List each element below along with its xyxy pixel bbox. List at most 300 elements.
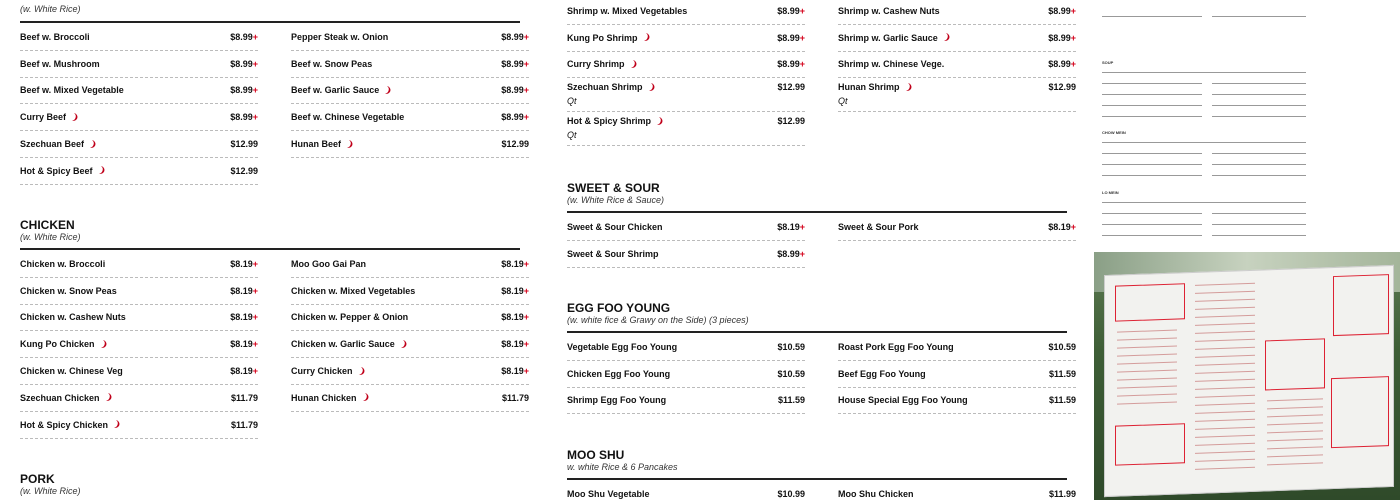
item-price bbox=[777, 342, 805, 352]
item-name bbox=[291, 85, 392, 95]
item-name bbox=[838, 82, 912, 92]
item-price-value: $11.59 bbox=[777, 395, 805, 406]
item-name-text: Szechuan Chicken bbox=[20, 392, 100, 403]
chicken-right-list bbox=[291, 251, 529, 412]
shrimp-right-list bbox=[838, 0, 1076, 112]
item-name-text: Chicken w. Cashew Nuts bbox=[20, 312, 126, 323]
item-name-text: Szechuan Beef bbox=[20, 139, 85, 150]
price-plus-mark: + bbox=[523, 258, 529, 269]
item-name-text: Hot & Spicy Chicken bbox=[20, 419, 109, 430]
egg-foo-rule bbox=[567, 331, 1067, 333]
item-price-value: $8.99 bbox=[501, 31, 524, 42]
price-plus-mark: + bbox=[252, 85, 258, 96]
beef-left-list bbox=[20, 24, 258, 185]
item-name bbox=[838, 33, 950, 43]
item-name-text: Chicken w. Snow Peas bbox=[20, 285, 117, 296]
item-name bbox=[20, 59, 100, 69]
item-name-text: Beef w. Mixed Vegetable bbox=[20, 85, 124, 96]
item-price-value: $8.99 bbox=[230, 31, 253, 42]
hot-pepper-icon: ❩ bbox=[70, 112, 80, 123]
sweet-sour-header bbox=[567, 181, 1067, 213]
item-price-value: $8.99 bbox=[230, 85, 253, 96]
menu-item-szechuan-chicken bbox=[20, 385, 258, 412]
item-name bbox=[20, 166, 105, 176]
menu-item-sweet-sour-chicken bbox=[567, 214, 805, 241]
item-price-value: $12.99 bbox=[777, 82, 805, 93]
item-name-text: Moo Goo Gai Pan bbox=[291, 258, 367, 269]
item-size-label: Qt bbox=[567, 130, 577, 141]
item-name-text: Beef w. Chinese Vegetable bbox=[291, 112, 405, 123]
price-plus-mark: + bbox=[799, 59, 805, 70]
item-name bbox=[20, 339, 107, 349]
beef-rule bbox=[20, 21, 520, 23]
item-price bbox=[501, 139, 529, 149]
item-price-value: $8.99 bbox=[501, 85, 524, 96]
item-name bbox=[838, 489, 914, 499]
item-name bbox=[838, 59, 944, 69]
item-name bbox=[838, 6, 940, 16]
menu-item-moo-shu-vegetable bbox=[567, 481, 805, 500]
chicken-note: (w. White Rice) bbox=[20, 232, 81, 242]
hot-pepper-icon: ❩ bbox=[345, 138, 355, 150]
item-price bbox=[777, 369, 805, 379]
item-price bbox=[501, 312, 529, 322]
moo-shu-left-list bbox=[567, 481, 805, 500]
item-price-value: $11.79 bbox=[501, 392, 529, 403]
item-name-text: Moo Shu Chicken bbox=[838, 488, 914, 499]
menu-item-szechuan-shrimp bbox=[567, 78, 805, 112]
item-name-text: Shrimp w. Mixed Vegetables bbox=[567, 5, 688, 16]
item-price bbox=[230, 259, 258, 269]
price-plus-mark: + bbox=[252, 366, 258, 377]
menu-item-curry-beef bbox=[20, 104, 258, 131]
item-price bbox=[778, 395, 805, 405]
hot-pepper-icon: ❩ bbox=[904, 82, 914, 93]
sweet-sour-note: (w. White Rice & Sauce) bbox=[567, 195, 665, 205]
menu-item-pepper-steak-w-onion bbox=[291, 24, 529, 51]
item-price bbox=[777, 59, 805, 69]
item-price-value: $8.99 bbox=[777, 248, 800, 259]
item-price-value: $10.59 bbox=[777, 368, 805, 379]
item-name bbox=[567, 342, 677, 352]
hot-pepper-icon: ❩ bbox=[104, 392, 114, 404]
item-name-text: Chicken w. Mixed Vegetables bbox=[291, 285, 416, 296]
item-price-value: $11.79 bbox=[230, 419, 258, 430]
item-price bbox=[501, 85, 529, 95]
item-name bbox=[567, 82, 655, 92]
menu-item-hot-spicy-shrimp bbox=[567, 112, 805, 146]
menu-item-house-special-egg-foo-young bbox=[838, 388, 1076, 415]
item-price-value: $12.99 bbox=[777, 116, 805, 127]
item-price bbox=[230, 312, 258, 322]
item-price-value: $8.19 bbox=[501, 258, 524, 269]
moo-shu-note: w. white Rice & 6 Pancakes bbox=[567, 462, 678, 472]
menu-item-hunan-beef bbox=[291, 131, 529, 158]
menu-item-beef-egg-foo-young bbox=[838, 361, 1076, 388]
item-name bbox=[291, 339, 407, 349]
mini-lo-mein-title: LO MEIN bbox=[1102, 190, 1119, 195]
menu-item-shrimp-egg-foo-young bbox=[567, 388, 805, 415]
item-price-value: $12.99 bbox=[230, 165, 258, 176]
item-name-text: Chicken w. Garlic Sauce bbox=[291, 339, 395, 350]
item-price bbox=[1048, 6, 1076, 16]
item-price-value: $8.99 bbox=[1048, 59, 1071, 70]
item-price bbox=[1048, 33, 1076, 43]
item-name bbox=[20, 259, 105, 269]
price-plus-mark: + bbox=[1070, 32, 1076, 43]
moo-shu-right-list bbox=[838, 481, 1076, 500]
price-plus-mark: + bbox=[252, 258, 258, 269]
item-price-value: $10.59 bbox=[1048, 341, 1076, 352]
item-name bbox=[567, 369, 670, 379]
price-plus-mark: + bbox=[799, 32, 805, 43]
item-name-text: Hunan Beef bbox=[291, 139, 342, 150]
egg-foo-right-list bbox=[838, 334, 1076, 414]
item-price-value: $8.99 bbox=[1048, 32, 1071, 43]
price-plus-mark: + bbox=[523, 366, 529, 377]
item-name-text: Shrimp w. Chinese Vege. bbox=[838, 59, 945, 70]
item-name-text: Curry Shrimp bbox=[567, 59, 625, 70]
item-price bbox=[230, 166, 258, 176]
item-name-text: Pepper Steak w. Onion bbox=[291, 31, 389, 42]
item-name-text: Sweet & Sour Shrimp bbox=[567, 248, 659, 259]
hot-pepper-icon: ❩ bbox=[361, 392, 371, 404]
item-name bbox=[291, 139, 354, 149]
menu-item-chicken-w-pepper-onion bbox=[291, 305, 529, 332]
section-title-pork: PORK bbox=[20, 472, 55, 486]
menu-item-chicken-w-chinese-veg bbox=[20, 358, 258, 385]
item-price bbox=[501, 259, 529, 269]
item-name bbox=[291, 393, 369, 403]
menu-item-kung-po-chicken bbox=[20, 331, 258, 358]
item-name bbox=[567, 395, 666, 405]
menu-item-szechuan-beef bbox=[20, 131, 258, 158]
item-price bbox=[1048, 342, 1076, 352]
price-plus-mark: + bbox=[252, 339, 258, 350]
item-price bbox=[501, 366, 529, 376]
shrimp-left-list bbox=[567, 0, 805, 146]
section-title-sweet-sour: SWEET & SOUR bbox=[567, 181, 660, 195]
item-price bbox=[1048, 82, 1076, 92]
price-plus-mark: + bbox=[799, 221, 805, 232]
item-price bbox=[501, 286, 529, 296]
item-name bbox=[20, 366, 123, 376]
item-price bbox=[501, 59, 529, 69]
item-name bbox=[20, 32, 90, 42]
price-plus-mark: + bbox=[523, 58, 529, 69]
item-price-value: $11.99 bbox=[1048, 488, 1076, 499]
item-price-value: $8.99 bbox=[501, 112, 524, 123]
item-name bbox=[20, 85, 124, 95]
printed-menu-sheet bbox=[1104, 265, 1394, 497]
item-name bbox=[567, 59, 637, 69]
item-price bbox=[502, 393, 529, 403]
item-price bbox=[230, 366, 258, 376]
menu-item-sweet-sour-shrimp bbox=[567, 241, 805, 268]
pork-header bbox=[20, 472, 520, 496]
menu-item-chicken-w-cashew-nuts bbox=[20, 305, 258, 332]
item-name bbox=[567, 489, 650, 499]
hot-pepper-icon: ❩ bbox=[942, 32, 952, 43]
item-price bbox=[230, 112, 258, 122]
hot-pepper-icon: ❩ bbox=[399, 339, 409, 350]
beef-right-list bbox=[291, 24, 529, 158]
item-name-text: Shrimp Egg Foo Young bbox=[567, 395, 667, 406]
menu-item-roast-pork-egg-foo-young bbox=[838, 334, 1076, 361]
pork-note: (w. White Rice) bbox=[20, 486, 81, 496]
item-name-text: Beef w. Snow Peas bbox=[291, 58, 373, 69]
price-plus-mark: + bbox=[523, 339, 529, 350]
menu-item-moo-shu-chicken bbox=[838, 481, 1076, 500]
item-price bbox=[230, 286, 258, 296]
item-price-value: $8.19 bbox=[501, 339, 524, 350]
item-price bbox=[231, 420, 258, 430]
item-name-text: Beef Egg Foo Young bbox=[838, 368, 926, 379]
menu-photo bbox=[1094, 252, 1400, 500]
item-name bbox=[291, 259, 366, 269]
price-plus-mark: + bbox=[1070, 221, 1076, 232]
item-price-value: $11.59 bbox=[1048, 368, 1076, 379]
hot-pepper-icon: ❩ bbox=[647, 82, 657, 93]
item-price-value: $10.99 bbox=[777, 488, 805, 499]
item-name-text: Moo Shu Vegetable bbox=[567, 488, 650, 499]
price-plus-mark: + bbox=[799, 248, 805, 259]
menu-preview-panel bbox=[1094, 0, 1400, 500]
menu-item-beef-w-chinese-vegetable bbox=[291, 104, 529, 131]
item-name bbox=[838, 395, 968, 405]
item-price bbox=[777, 116, 805, 126]
item-name bbox=[838, 222, 919, 232]
item-price-value: $8.19 bbox=[1048, 221, 1071, 232]
price-plus-mark: + bbox=[523, 85, 529, 96]
item-price bbox=[777, 249, 805, 259]
item-price-value: $8.19 bbox=[230, 258, 253, 269]
item-name-text: Hunan Chicken bbox=[291, 392, 357, 403]
price-plus-mark: + bbox=[523, 112, 529, 123]
item-name bbox=[567, 222, 663, 232]
item-name-text: Hot & Spicy Shrimp bbox=[567, 116, 652, 127]
item-price bbox=[777, 6, 805, 16]
menu-item-shrimp-w-chinese-vege bbox=[838, 52, 1076, 79]
item-price-value: $8.99 bbox=[777, 32, 800, 43]
item-name bbox=[20, 112, 79, 122]
menu-item-chicken-w-snow-peas bbox=[20, 278, 258, 305]
item-price bbox=[230, 32, 258, 42]
item-price-value: $8.19 bbox=[230, 366, 253, 377]
item-name-text: Chicken w. Pepper & Onion bbox=[291, 312, 409, 323]
item-name-text: Shrimp w. Cashew Nuts bbox=[838, 5, 940, 16]
item-name-text: Beef w. Broccoli bbox=[20, 31, 90, 42]
menu-item-hunan-chicken bbox=[291, 385, 529, 412]
item-name-text: Sweet & Sour Chicken bbox=[567, 221, 663, 232]
item-name-text: Szechuan Shrimp bbox=[567, 82, 643, 93]
item-price bbox=[777, 82, 805, 92]
section-title-egg-foo-young: EGG FOO YOUNG bbox=[567, 301, 671, 315]
price-plus-mark: + bbox=[252, 58, 258, 69]
item-name-text: Chicken Egg Foo Young bbox=[567, 368, 671, 379]
item-price bbox=[230, 339, 258, 349]
menu-item-beef-w-garlic-sauce bbox=[291, 78, 529, 105]
item-name bbox=[20, 393, 112, 403]
item-name bbox=[20, 420, 121, 430]
item-name-text: Chicken w. Broccoli bbox=[20, 258, 106, 269]
sweet-sour-right-list bbox=[838, 214, 1076, 241]
moo-shu-rule bbox=[567, 478, 1067, 480]
egg-foo-header bbox=[567, 301, 1067, 333]
item-price bbox=[777, 489, 805, 499]
item-price-value: $8.19 bbox=[501, 312, 524, 323]
section-title-moo-shu: MOO SHU bbox=[567, 448, 625, 462]
item-price bbox=[501, 112, 529, 122]
item-name-text: Kung Po Chicken bbox=[20, 339, 95, 350]
item-price-value: $8.19 bbox=[230, 339, 253, 350]
item-name bbox=[291, 32, 388, 42]
egg-foo-left-list bbox=[567, 334, 805, 414]
item-price-value: $8.99 bbox=[777, 5, 800, 16]
menu-item-beef-w-broccoli bbox=[20, 24, 258, 51]
item-name bbox=[20, 312, 126, 322]
item-name-text: Vegetable Egg Foo Young bbox=[567, 341, 678, 352]
item-price-value: $11.59 bbox=[1048, 395, 1076, 406]
hot-pepper-icon: ❩ bbox=[99, 339, 109, 350]
item-name-text: Hunan Shrimp bbox=[838, 82, 900, 93]
item-size-label: Qt bbox=[838, 96, 848, 107]
item-price bbox=[1048, 222, 1076, 232]
menu-item-chicken-w-broccoli bbox=[20, 251, 258, 278]
hot-pepper-icon: ❩ bbox=[88, 138, 98, 150]
item-price bbox=[230, 85, 258, 95]
price-plus-mark: + bbox=[523, 312, 529, 323]
item-price-value: $12.99 bbox=[501, 139, 529, 150]
item-name bbox=[567, 6, 687, 16]
section-title-chicken: CHICKEN bbox=[20, 218, 75, 232]
item-name bbox=[838, 369, 926, 379]
item-name bbox=[291, 312, 408, 322]
moo-shu-header bbox=[567, 448, 1067, 480]
menu-thumbnail bbox=[1094, 0, 1400, 252]
item-price-value: $8.19 bbox=[230, 285, 253, 296]
item-name-text: Shrimp w. Garlic Sauce bbox=[838, 32, 938, 43]
item-price bbox=[1049, 489, 1076, 499]
hot-pepper-icon: ❩ bbox=[655, 116, 665, 127]
price-plus-mark: + bbox=[1070, 59, 1076, 70]
item-name-text: Curry Beef bbox=[20, 112, 67, 123]
item-name bbox=[567, 33, 650, 43]
sweet-sour-rule bbox=[567, 211, 1067, 213]
item-name-text: Beef w. Mushroom bbox=[20, 58, 100, 69]
hot-pepper-icon: ❩ bbox=[357, 365, 367, 377]
menu-item-vegetable-egg-foo-young bbox=[567, 334, 805, 361]
item-price bbox=[1049, 369, 1076, 379]
item-name-text: Kung Po Shrimp bbox=[567, 32, 638, 43]
item-name bbox=[567, 116, 664, 126]
menu-item-chicken-w-mixed-vegetables bbox=[291, 278, 529, 305]
item-name-text: Chicken w. Chinese Veg bbox=[20, 366, 123, 377]
chicken-header bbox=[20, 218, 520, 250]
menu-item-hunan-shrimp bbox=[838, 78, 1076, 112]
sweet-sour-left-list bbox=[567, 214, 805, 268]
item-name-text: Sweet & Sour Pork bbox=[838, 221, 919, 232]
menu-item-shrimp-w-cashew-nuts bbox=[838, 0, 1076, 25]
menu-item-chicken-egg-foo-young bbox=[567, 361, 805, 388]
item-price bbox=[501, 339, 529, 349]
price-plus-mark: + bbox=[1070, 5, 1076, 16]
chicken-rule bbox=[20, 248, 520, 250]
menu-item-shrimp-w-mixed-vegetables bbox=[567, 0, 805, 25]
item-price-value: $8.99 bbox=[777, 59, 800, 70]
menu-item-chicken-w-garlic-sauce bbox=[291, 331, 529, 358]
menu-item-beef-w-mixed-vegetable bbox=[20, 78, 258, 105]
item-name bbox=[291, 59, 372, 69]
item-price bbox=[777, 222, 805, 232]
item-size-label: Qt bbox=[567, 96, 577, 107]
item-price bbox=[501, 32, 529, 42]
hot-pepper-icon: ❩ bbox=[629, 59, 639, 70]
egg-foo-note: (w. white fice & Grawy on the Side) (3 pieces) bbox=[567, 315, 749, 325]
item-name-text: Roast Pork Egg Foo Young bbox=[838, 341, 954, 352]
menu-item-moo-goo-gai-pan bbox=[291, 251, 529, 278]
hot-pepper-icon: ❩ bbox=[97, 165, 107, 177]
item-price bbox=[230, 59, 258, 69]
price-plus-mark: + bbox=[523, 285, 529, 296]
item-name bbox=[291, 366, 365, 376]
hot-pepper-icon: ❩ bbox=[112, 419, 122, 430]
beef-note: (w. White Rice) bbox=[20, 4, 81, 14]
menu-item-beef-w-mushroom bbox=[20, 51, 258, 78]
item-price-value: $8.19 bbox=[230, 312, 253, 323]
menu-item-curry-shrimp bbox=[567, 52, 805, 79]
price-plus-mark: + bbox=[252, 312, 258, 323]
item-price-value: $10.59 bbox=[777, 341, 805, 352]
item-name bbox=[838, 342, 954, 352]
item-name bbox=[291, 112, 404, 122]
item-price bbox=[230, 139, 258, 149]
chicken-left-list bbox=[20, 251, 258, 439]
price-plus-mark: + bbox=[252, 285, 258, 296]
item-price bbox=[1048, 59, 1076, 69]
price-plus-mark: + bbox=[252, 31, 258, 42]
menu-item-sweet-sour-pork bbox=[838, 214, 1076, 241]
menu-item-curry-chicken bbox=[291, 358, 529, 385]
item-price-value: $8.19 bbox=[501, 285, 524, 296]
item-price-value: $8.19 bbox=[777, 221, 800, 232]
item-name bbox=[20, 286, 117, 296]
price-plus-mark: + bbox=[799, 5, 805, 16]
item-name-text: Curry Chicken bbox=[291, 366, 353, 377]
price-plus-mark: + bbox=[523, 31, 529, 42]
item-name-text: Beef w. Garlic Sauce bbox=[291, 85, 380, 96]
item-price-value: $8.99 bbox=[501, 58, 524, 69]
mini-chow-mein-title: CHOW MEIN bbox=[1102, 130, 1126, 135]
price-plus-mark: + bbox=[252, 112, 258, 123]
item-price bbox=[777, 33, 805, 43]
menu-item-hot-spicy-beef bbox=[20, 158, 258, 185]
hot-pepper-icon: ❩ bbox=[642, 32, 652, 43]
item-name bbox=[20, 139, 97, 149]
item-name bbox=[567, 249, 659, 259]
item-price-value: $8.99 bbox=[1048, 5, 1071, 16]
menu-item-shrimp-w-garlic-sauce bbox=[838, 25, 1076, 52]
menu-item-beef-w-snow-peas bbox=[291, 51, 529, 78]
menu-item-kung-po-shrimp bbox=[567, 25, 805, 52]
item-name bbox=[291, 286, 415, 296]
item-price-value: $8.19 bbox=[501, 366, 524, 377]
mini-soup-title: SOUP bbox=[1102, 60, 1114, 65]
item-price-value: $12.99 bbox=[230, 139, 258, 150]
menu-item-hot-spicy-chicken bbox=[20, 412, 258, 439]
item-price bbox=[1049, 395, 1076, 405]
item-price-value: $12.99 bbox=[1048, 82, 1076, 93]
